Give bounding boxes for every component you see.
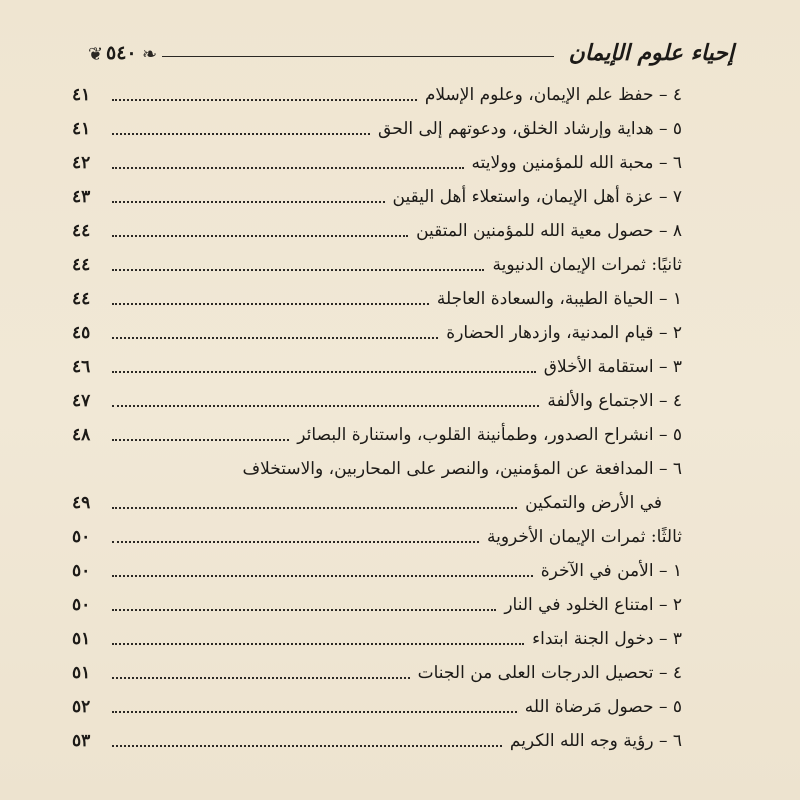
dot-leader xyxy=(112,439,289,441)
toc-entry-label: ١ – الحياة الطيبة، والسعادة العاجلة xyxy=(436,289,682,309)
dot-leader xyxy=(112,405,539,407)
toc-entry-label: ٣ – استقامة الأخلاق xyxy=(543,357,682,377)
dot-leader xyxy=(112,201,385,203)
toc-entry-page: ٥٠ xyxy=(72,561,91,581)
toc-entry xyxy=(72,384,682,418)
toc-entry xyxy=(72,146,682,180)
dot-leader xyxy=(112,303,429,305)
toc-entry xyxy=(72,622,682,656)
dot-leader xyxy=(112,235,408,237)
toc-section-heading xyxy=(72,520,682,554)
toc-entry-label: ٢ – امتناع الخلود في النار xyxy=(504,595,682,615)
toc-entry xyxy=(108,452,682,486)
toc-entry-label: ٨ – حصول معية الله للمؤمنين المتقين xyxy=(416,221,682,241)
toc-entry-label: ٥ – حصول مَرضاة الله xyxy=(524,697,682,717)
dot-leader xyxy=(112,337,438,339)
toc-entry-label: ٤ – تحصيل الدرجات العلى من الجنات xyxy=(417,663,682,683)
toc-entry xyxy=(72,78,682,112)
dot-leader xyxy=(112,609,496,611)
toc-entry xyxy=(72,316,682,350)
toc-entry-page: ٥١ xyxy=(72,663,91,683)
toc-entry-label: ٤ – الاجتماع والألفة xyxy=(547,391,682,411)
toc-entry xyxy=(72,690,682,724)
toc-entry-page: ٤٢ xyxy=(72,153,91,173)
dot-leader xyxy=(112,507,517,509)
toc-entry xyxy=(72,350,682,384)
dot-leader xyxy=(112,745,502,747)
page-number: ٥٤٠ xyxy=(106,42,137,64)
dot-leader xyxy=(112,269,484,271)
toc-entry-label: ٦ – محبة الله للمؤمنين وولايته xyxy=(471,153,682,173)
toc-entry-page: ٤٤ xyxy=(72,289,91,309)
dot-leader xyxy=(112,371,536,373)
toc-entry-page: ٥٠ xyxy=(72,527,91,547)
toc-entry xyxy=(72,656,682,690)
toc-entry-page: ٤١ xyxy=(72,119,91,139)
toc-entry-label: ٥ – انشراح الصدور، وطمأنينة القلوب، واستنارة البصائر xyxy=(297,425,682,445)
dot-leader xyxy=(112,677,410,679)
toc-entry-label: ٥ – هداية وإرشاد الخلق، ودعوتهم إلى الحق xyxy=(378,119,682,139)
toc-section-heading xyxy=(72,248,682,282)
book-title: إحياء علوم الإيمان xyxy=(568,40,734,66)
toc-entry xyxy=(72,554,682,588)
toc-entry-label: ٧ – عزة أهل الإيمان، واستعلاء أهل اليقين xyxy=(392,187,682,207)
toc-entry-page: ٤٨ xyxy=(72,425,91,445)
toc-entry-page: ٤٩ xyxy=(72,493,91,513)
ornament-icon: ❧ xyxy=(142,44,158,65)
dot-leader xyxy=(112,541,479,543)
toc-entry-label: ثانيًا: ثمرات الإيمان الدنيوية xyxy=(492,255,682,275)
toc-entry-label: ٤ – حفظ علم الإيمان، وعلوم الإسلام xyxy=(424,85,682,105)
toc-entry-continuation xyxy=(72,486,682,520)
dot-leader xyxy=(112,711,517,713)
dot-leader xyxy=(112,99,417,101)
toc-entry xyxy=(72,180,682,214)
dot-leader xyxy=(112,167,464,169)
page-header xyxy=(88,42,734,82)
header-rule xyxy=(162,56,554,57)
ornament-icon: ❦ xyxy=(88,44,104,65)
toc-entry xyxy=(72,418,682,452)
toc-entry xyxy=(72,214,682,248)
toc-entry-label: ٦ – رؤية وجه الله الكريم xyxy=(509,731,682,751)
dot-leader xyxy=(112,643,524,645)
toc-entry-label: ٢ – قيام المدنية، وازدهار الحضارة xyxy=(446,323,682,343)
toc-entry xyxy=(72,588,682,622)
dot-leader xyxy=(112,575,533,577)
toc-entry-page: ٤٧ xyxy=(72,391,91,411)
toc-entry-page: ٤٥ xyxy=(72,323,91,343)
toc-entry-page: ٤١ xyxy=(72,85,91,105)
toc-entry-page: ٤٣ xyxy=(72,187,91,207)
toc-entry-label: ٦ – المدافعة عن المؤمنين، والنصر على المحاربين، والاستخلاف xyxy=(242,459,682,479)
toc-entry-label: ٣ – دخول الجنة ابتداء xyxy=(532,629,682,649)
toc-entry-page: ٤٤ xyxy=(72,221,91,241)
toc-entry xyxy=(72,282,682,316)
toc-entry-page: ٤٤ xyxy=(72,255,91,275)
toc-entry-label: في الأرض والتمكين xyxy=(525,493,662,513)
toc-entry-label: ثالثًا: ثمرات الإيمان الأخروية xyxy=(486,527,682,547)
toc-entry-page: ٥٣ xyxy=(72,731,91,751)
toc-entry xyxy=(72,724,682,758)
toc-entry-label: ١ – الأمن في الآخرة xyxy=(540,561,682,581)
table-of-contents xyxy=(72,78,682,758)
toc-entry-page: ٤٦ xyxy=(72,357,91,377)
dot-leader xyxy=(112,133,370,135)
toc-entry xyxy=(72,112,682,146)
toc-entry-page: ٥٠ xyxy=(72,595,91,615)
toc-entry-page: ٥٢ xyxy=(72,697,91,717)
toc-entry-page: ٥١ xyxy=(72,629,91,649)
